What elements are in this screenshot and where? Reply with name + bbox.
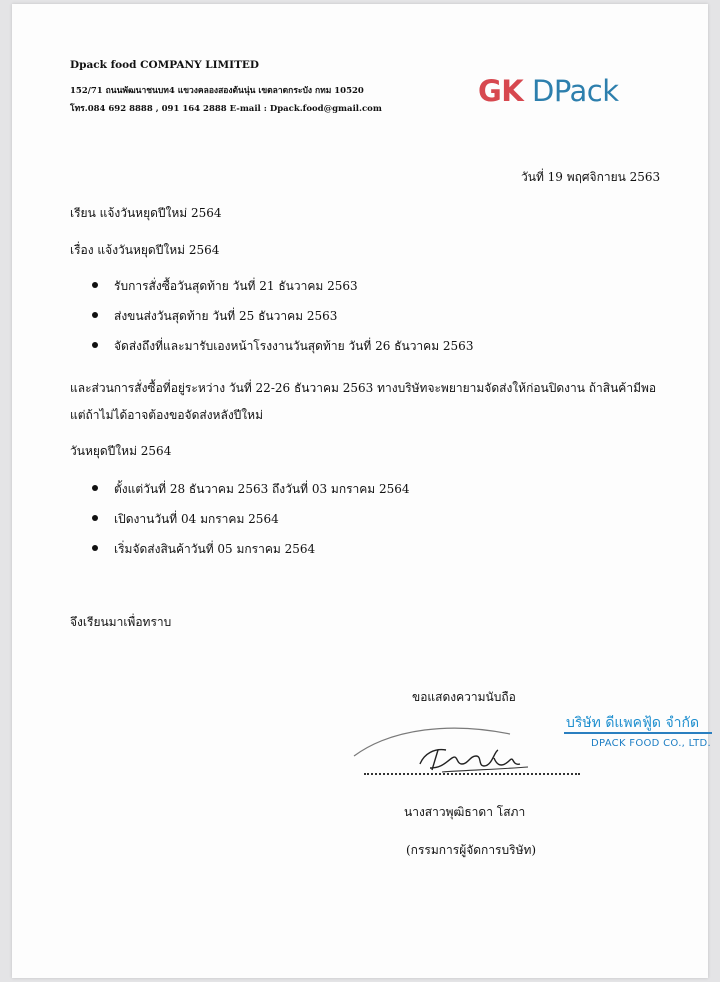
salutation: เรียน แจ้งวันหยุดปีใหม่ 2564 bbox=[70, 206, 222, 220]
bullet-icon bbox=[92, 342, 98, 348]
stamp-divider bbox=[564, 732, 712, 734]
bullet-icon bbox=[92, 312, 98, 318]
letter-date: วันที่ 19 พฤศจิกายน 2563 bbox=[521, 170, 661, 184]
signer-name: นางสาวพุฒิธาดา โสภา bbox=[404, 805, 526, 819]
company-contact: โทร.084 692 8888 , 091 164 2888 E-mail : Dpack.food@gmail.com bbox=[70, 104, 382, 114]
list-item: จัดส่งถึงที่และมารับเองหน้าโรงงานวันสุดท้าย วันที่ 26 ธันวาคม 2563 bbox=[114, 339, 474, 353]
list-item: เปิดงานวันที่ 04 มกราคม 2564 bbox=[114, 512, 279, 526]
holiday-heading: วันหยุดปีใหม่ 2564 bbox=[70, 444, 172, 458]
company-name: Dpack food COMPANY LIMITED bbox=[70, 59, 259, 71]
list-item: เริ่มจัดส่งสินค้าวันที่ 05 มกราคม 2564 bbox=[114, 542, 316, 556]
company-stamp-thai: บริษัท ดีแพคฟู้ด จำกัด bbox=[566, 715, 700, 731]
regards-line: ขอแสดงความนับถือ bbox=[412, 690, 516, 704]
body-paragraph-line-1: และส่วนการสั่งซื้อที่อยู่ระหว่าง วันที่ 22-26 ธันวาคม 2563 ทางบริษัทจะพยายามจัดส่งให้ก่อนปิดงาน ถ้าสินค้ามีพอ bbox=[70, 381, 657, 395]
closing-line: จึงเรียนมาเพื่อทราบ bbox=[70, 615, 172, 629]
bullet-icon bbox=[92, 545, 98, 551]
bullet-icon bbox=[92, 282, 98, 288]
list-item: ตั้งแต่วันที่ 28 ธันวาคม 2563 ถึงวันที่ 03 มกราคม 2564 bbox=[114, 482, 410, 496]
logo-gk: GK bbox=[478, 74, 524, 108]
list-item: รับการสั่งซื้อวันสุดท้าย วันที่ 21 ธันวาคม 2563 bbox=[114, 279, 358, 293]
bullet-icon bbox=[92, 485, 98, 491]
subject: เรื่อง แจ้งวันหยุดปีใหม่ 2564 bbox=[70, 243, 220, 257]
handwritten-signature bbox=[342, 714, 542, 776]
logo-dpack: DPack bbox=[532, 74, 619, 108]
body-paragraph-line-2: แต่ถ้าไม่ได้อาจต้องขอจัดส่งหลังปีใหม่ bbox=[70, 408, 263, 422]
company-address: 152/71 ถนนพัฒนาชนบท4 แขวงคลองสองต้นนุ่น เขตลาดกระบัง กทม 10520 bbox=[70, 86, 364, 96]
signature-dotted-line bbox=[364, 773, 580, 775]
bullet-icon bbox=[92, 515, 98, 521]
letter-page bbox=[12, 4, 712, 978]
signer-title: (กรรมการผู้จัดการบริษัท) bbox=[406, 843, 537, 857]
company-logo bbox=[478, 74, 619, 108]
list-item: ส่งขนส่งวันสุดท้าย วันที่ 25 ธันวาคม 2563 bbox=[114, 309, 338, 323]
company-stamp-english: DPACK FOOD CO., LTD. bbox=[591, 738, 712, 749]
